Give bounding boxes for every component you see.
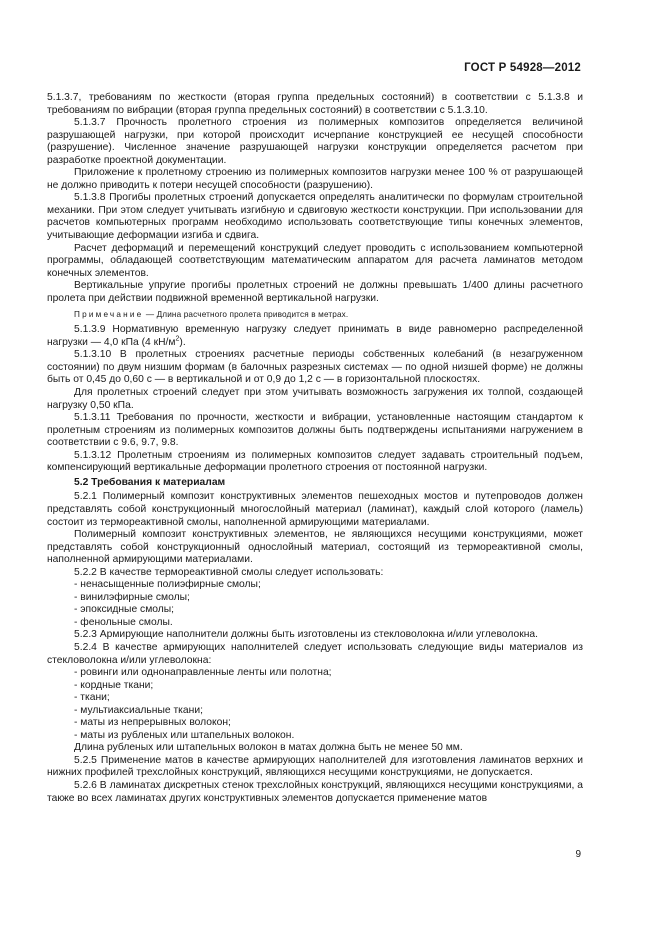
paragraph: Для пролетных строений следует при этом учитывать возможность загружения их толпой, создающей нагрузку 0,50 кПа. bbox=[47, 387, 583, 411]
list-item: - винилэфирные смолы; bbox=[74, 591, 190, 603]
body-text bbox=[47, 92, 583, 805]
clause-5-1-3-11: 5.1.3.11 Требования по прочности, жесткости и вибрации, установленные настоящим стандартом к пролетным строениям из полимерных композитов должны быть подтверждены испытаниями нагружением в соответствии с 9.6, 9.7, 9.8. bbox=[47, 412, 583, 449]
note-text: — Длина расчетного пролета приводится в метрах. bbox=[143, 310, 349, 320]
clause-5-2-6: 5.2.6 В ламинатах дискретных стенок трехслойных конструкций, являющихся несущими конструкциями, а также во всех ламинатах других конструктивных элементов допускается применение матов bbox=[47, 779, 583, 804]
list-item: - фенольные смолы. bbox=[74, 616, 173, 628]
note bbox=[47, 309, 583, 320]
paragraph: Расчет деформаций и перемещений конструкций следует проводить с использованием компьютерной программы, обладающей соответствующим математическим аппаратом для расчета ламинатов методом конечных элементов. bbox=[47, 242, 583, 279]
paragraph: 5.1.3.7, требованиям по жесткости (вторая группа предельных состояний) в соответствии с 5.1.3.8 и требованиям по вибрации (вторая группа предельных состояний) в соответствии с 5.1.3.10. bbox=[47, 92, 583, 116]
list-item: - эпоксидные смолы; bbox=[74, 604, 175, 616]
list-item: - ткани; bbox=[74, 692, 110, 704]
clause-5-1-3-12: 5.1.3.12 Пролетным строениям из полимерных композитов следует задавать строительный подъем, компенсирующий вертикальные деформации пролетного строения от постоянной нагрузки. bbox=[47, 449, 583, 474]
clause-text: 5.1.3.9 Нормативную временную нагрузку следует принимать в виде равномерно распределенной нагрузки — 4,0 кПа (4 кН/м bbox=[47, 324, 583, 348]
list-item: - ненасыщенные полиэфирные смолы; bbox=[74, 579, 261, 591]
list-item: - ровинги или однонаправленные ленты или полотна; bbox=[74, 667, 332, 679]
paragraph: Вертикальные упругие прогибы пролетных строений не должны превышать 1/400 длины расчетного пролета при действии подвижной временной вертикальной нагрузки. bbox=[47, 280, 583, 304]
list-item: - кордные ткани; bbox=[74, 679, 154, 691]
page-number: 9 bbox=[575, 849, 581, 860]
clause-5-2-1: 5.2.1 Полимерный композит конструктивных элементов пешеходных мостов и путепроводов должен представлять собой конструкционный многослойный материал (ламинат), каждый слой которого (ламель) состоит из термореактивной смолы, наполненной армирующими материалами. bbox=[47, 491, 583, 528]
clause-5-2-5: 5.2.5 Применение матов в качестве армирующих наполнителей для изготовления ламинатов верхних и нижних профилей трехслойных конструкций, являющихся несущими конструкциями, не допускается. bbox=[47, 754, 583, 779]
clause-5-1-3-9 bbox=[47, 324, 583, 349]
note-label: Примечание bbox=[74, 310, 144, 320]
clause-5-2-3: 5.2.3 Армирующие наполнители должны быть изготовлены из стекловолокна и/или углеволокна. bbox=[74, 629, 539, 641]
list-item: - маты из непрерывных волокон; bbox=[74, 717, 231, 729]
clause-5-1-3-10: 5.1.3.10 В пролетных строениях расчетные периоды собственных колебаний (в незагруженном состоянии) по двум низшим формам (в балочных разрезных системах — по одной низшей форме) не должны быть от 0,45 до 0,60 с — в вертикальной и от 0,9 до 1,2 с — в горизонтальной плоскостях. bbox=[47, 349, 583, 386]
list-item: - мультиаксиальные ткани; bbox=[74, 704, 203, 716]
standard-designation: ГОСТ Р 54928—2012 bbox=[464, 62, 581, 74]
paragraph: Длина рубленых или штапельных волокон в матах должна быть не менее 50 мм. bbox=[74, 742, 463, 754]
clause-5-1-3-8: 5.1.3.8 Прогибы пролетных строений допускается определять аналитически по формулам строительной механики. При этом следует учитывать изгибную и сдвиговую жесткости конструкции. При использовании для расчетов компьютерных программ необходимо использовать соответствующие типы конечных элементов, учитывающие деформации изгиба и сдвига. bbox=[47, 192, 583, 242]
paragraph: Приложение к пролетному строению из полимерных композитов нагрузки менее 100 % от разрушающей не должно приводить к потери несущей способности (разрушению). bbox=[47, 167, 583, 191]
section-heading: 5.2 Требования к материалам bbox=[74, 476, 226, 488]
paragraph: Полимерный композит конструктивных элементов, не являющихся несущими конструкциями, может представлять собой конструкционный однослойный материал, состоящий из термореактивной смолы, наполненной армирующими материалами. bbox=[47, 529, 583, 566]
clause-5-2-2: 5.2.2 В качестве термореактивной смолы следует использовать: bbox=[74, 566, 384, 578]
clause-5-2-4: 5.2.4 В качестве армирующих наполнителей следует использовать следующие виды материалов из стекловолокна и/или углеволокна: bbox=[47, 641, 583, 666]
clause-text-end: ). bbox=[179, 336, 186, 348]
clause-5-1-3-7: 5.1.3.7 Прочность пролетного строения из полимерных композитов определяется величиной разрушающей нагрузки, при которой происходит исчерпание конструкцией ее несущей способности (разрушение). Численное значение разрушающей нагрузки конструкции определяется расчетом при разработке проектной документации. bbox=[47, 117, 583, 166]
superscript: 2 bbox=[175, 335, 180, 343]
list-item: - маты из рубленых или штапельных волокон. bbox=[74, 729, 295, 741]
